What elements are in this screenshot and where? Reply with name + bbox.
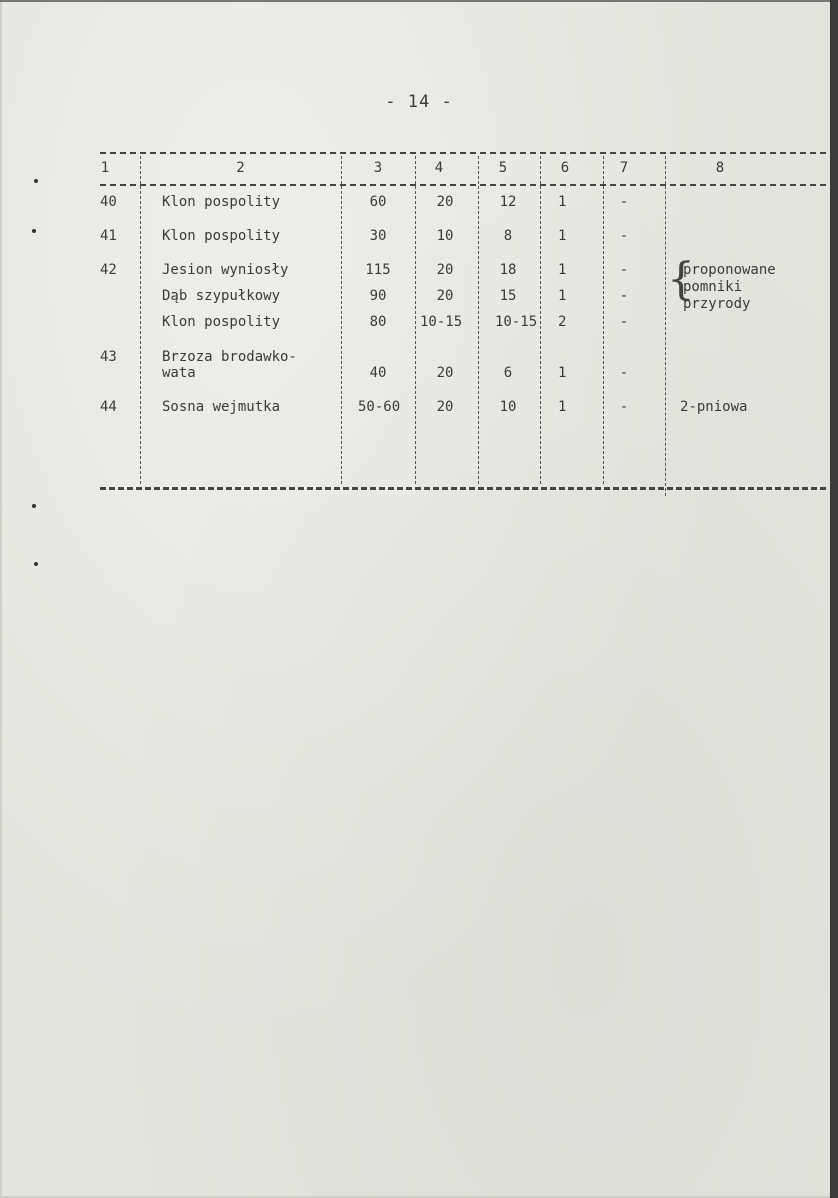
species-name: Sosna wejmutka <box>162 399 281 415</box>
column-separator <box>140 156 141 484</box>
table-bottom-rule <box>100 487 826 490</box>
curly-brace-icon: { <box>667 254 695 305</box>
cell-col7: - <box>619 288 629 304</box>
header-cell: 8 <box>715 160 725 176</box>
cell-col5: 15 <box>499 288 517 304</box>
cell-col5: 10 <box>499 399 517 415</box>
cell-col3: 50-60 <box>358 399 401 415</box>
remark-line: pomniki <box>683 279 743 295</box>
species-name-continued: wata <box>162 365 196 381</box>
header-cell: 3 <box>373 160 383 176</box>
cell-col4: 20 <box>436 288 454 304</box>
header-cell: 2 <box>236 160 245 176</box>
scan-edge-top <box>0 0 838 2</box>
cell-col4: 10-15 <box>420 314 463 330</box>
data-table <box>100 148 826 493</box>
cell-col6: 1 <box>558 365 567 381</box>
cell-col8: 2-pniowa <box>680 399 748 415</box>
species-name: Klon pospolity <box>162 228 281 244</box>
margin-mark <box>34 179 38 183</box>
cell-col5: 18 <box>499 262 517 278</box>
cell-col5: 8 <box>503 228 513 244</box>
cell-col3: 80 <box>369 314 387 330</box>
row-number: 43 <box>100 349 117 365</box>
cell-col7: - <box>619 262 629 278</box>
scan-edge-right <box>830 0 838 1198</box>
cell-col7: - <box>619 399 629 415</box>
column-separator <box>540 156 541 484</box>
column-separator <box>665 156 666 496</box>
row-number: 41 <box>100 228 117 244</box>
species-name: Dąb szypułkowy <box>162 288 281 304</box>
cell-col4: 20 <box>436 365 454 381</box>
cell-col6: 1 <box>558 194 567 210</box>
cell-col3: 60 <box>369 194 387 210</box>
species-name: Klon pospolity <box>162 314 281 330</box>
header-cell: 1 <box>100 160 110 176</box>
header-bottom-rule <box>100 184 826 186</box>
cell-col6: 2 <box>558 314 567 330</box>
cell-col4: 10 <box>436 228 454 244</box>
cell-col6: 1 <box>558 228 567 244</box>
row-number: 42 <box>100 262 117 278</box>
margin-mark <box>32 504 36 508</box>
species-name: Brzoza brodawko- <box>162 349 297 365</box>
table-top-rule <box>100 152 826 154</box>
species-name: Jesion wyniosły <box>162 262 289 278</box>
cell-col3: 90 <box>369 288 387 304</box>
cell-col4: 20 <box>436 399 454 415</box>
row-number: 44 <box>100 399 117 415</box>
header-cell: 4 <box>434 160 444 176</box>
cell-col7: - <box>619 365 629 381</box>
row-number: 40 <box>100 194 117 210</box>
cell-col6: 1 <box>558 288 567 304</box>
cell-col6: 1 <box>558 262 567 278</box>
remark-line: proponowane <box>683 262 776 278</box>
cell-col5: 6 <box>503 365 513 381</box>
cell-col3: 115 <box>365 262 391 278</box>
cell-col7: - <box>619 194 629 210</box>
margin-mark <box>34 562 38 566</box>
cell-col7: - <box>619 228 629 244</box>
cell-col5: 12 <box>499 194 517 210</box>
header-cell: 7 <box>619 160 629 176</box>
margin-mark <box>32 229 36 233</box>
cell-col3: 30 <box>369 228 387 244</box>
cell-col3: 40 <box>369 365 387 381</box>
cell-col4: 20 <box>436 262 454 278</box>
cell-col6: 1 <box>558 399 567 415</box>
page-number: - 14 - <box>385 92 453 112</box>
cell-col5: 10-15 <box>495 314 538 330</box>
species-name: Klon pospolity <box>162 194 281 210</box>
cell-col4: 20 <box>436 194 454 210</box>
header-cell: 6 <box>560 160 570 176</box>
cell-col7: - <box>619 314 629 330</box>
remark-line: przyrody <box>683 296 751 312</box>
header-cell: 5 <box>498 160 508 176</box>
